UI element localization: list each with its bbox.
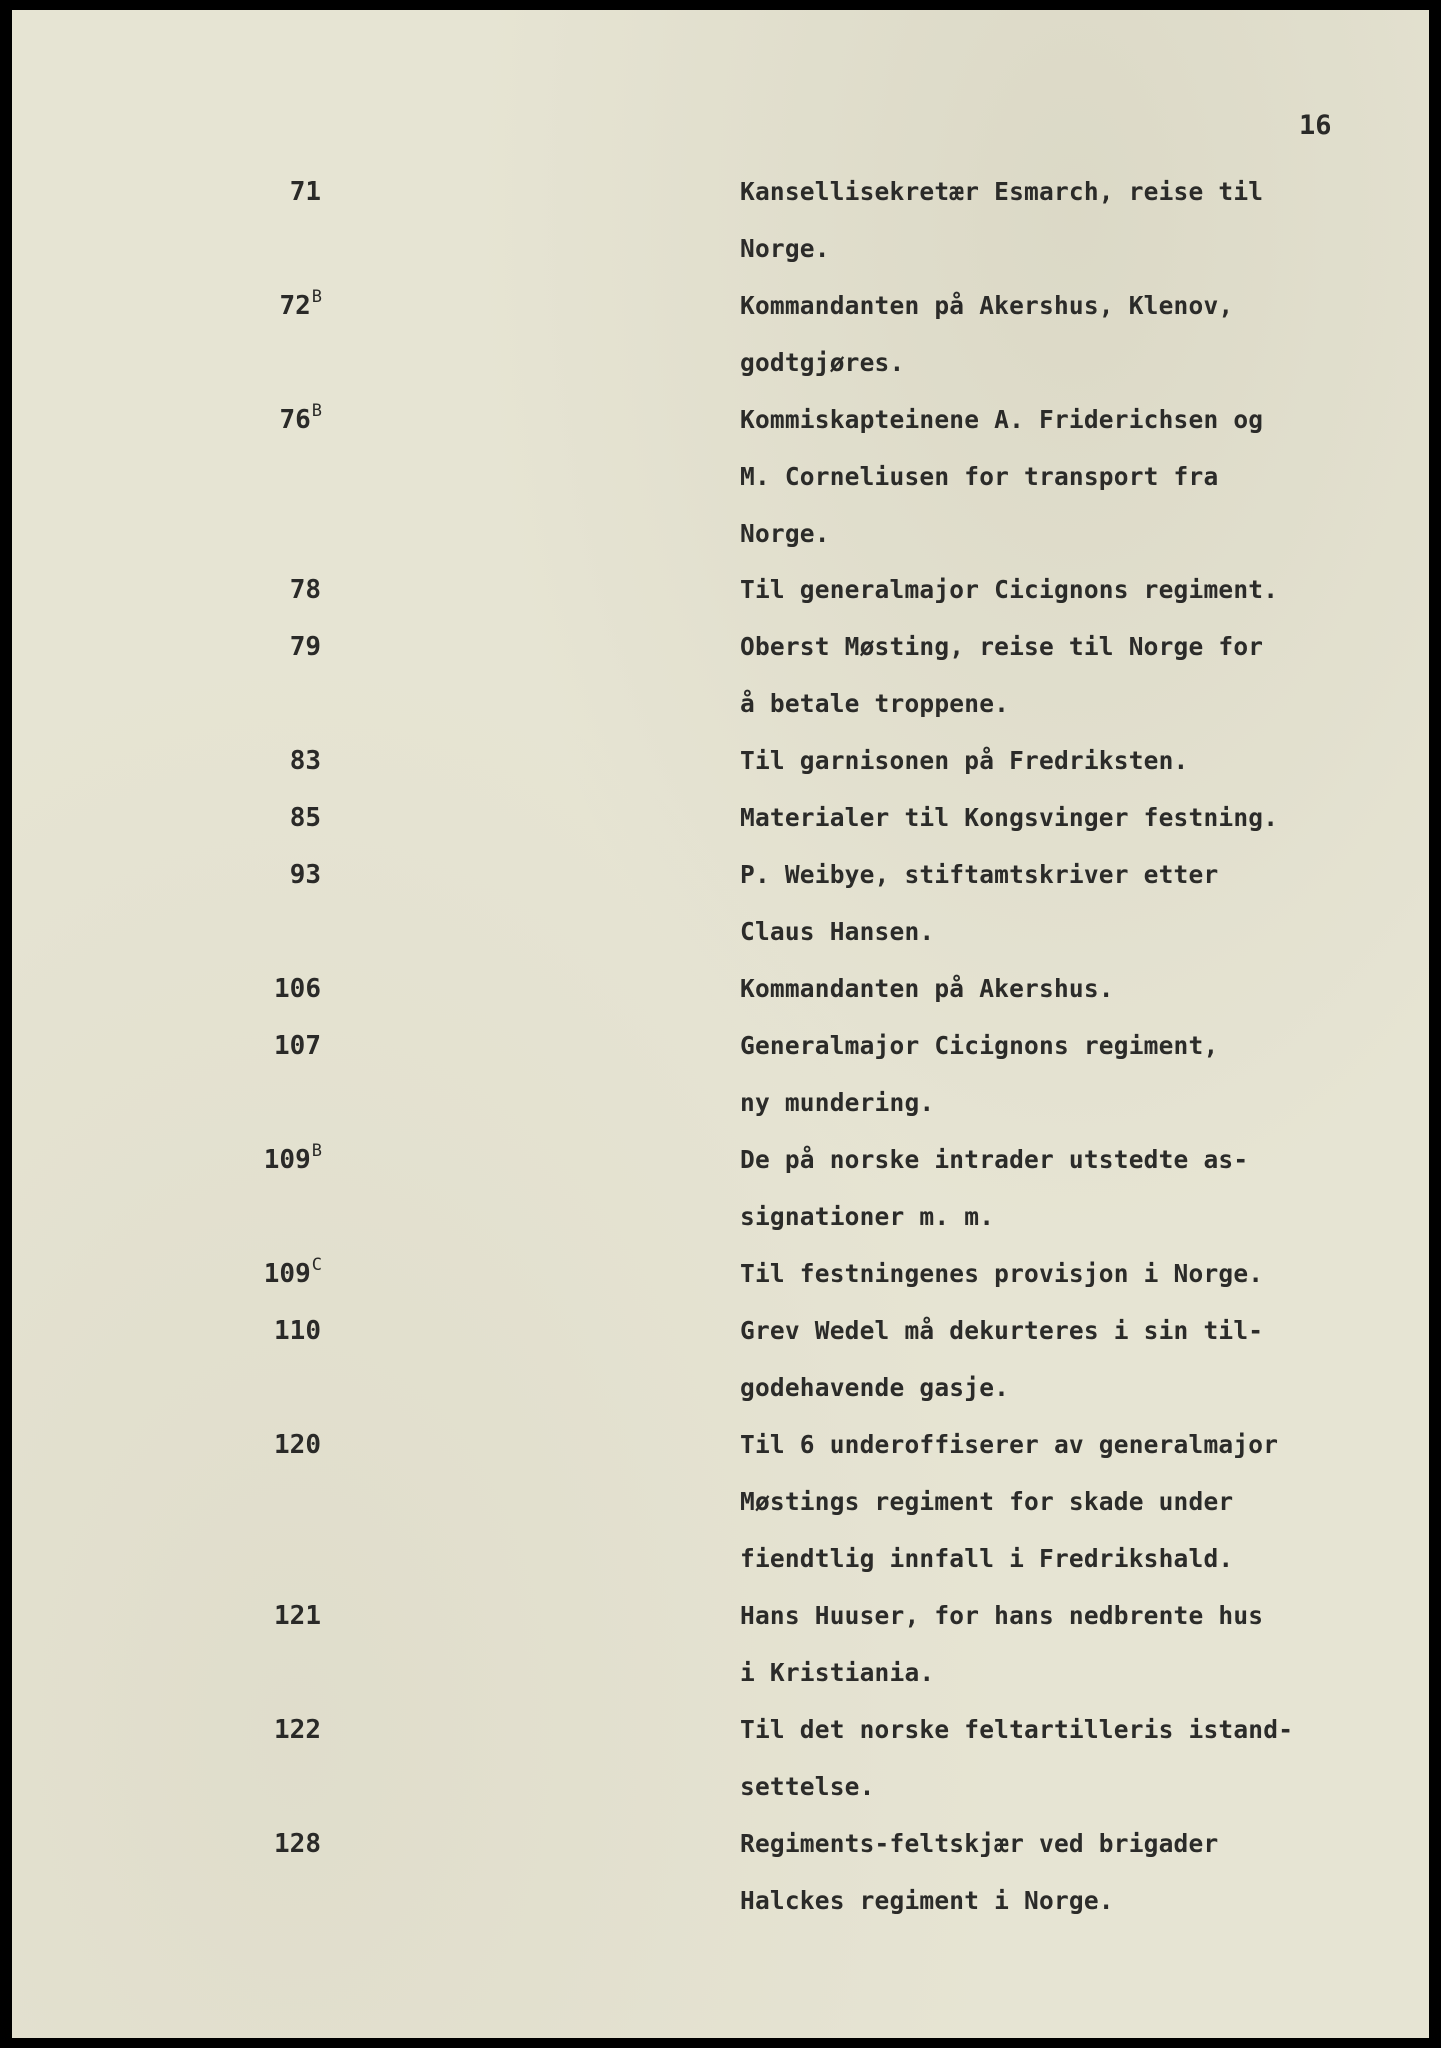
page-number: 16 [1299, 110, 1332, 141]
entry-number: 71 [289, 177, 321, 207]
entry-number: 83 [289, 746, 321, 776]
entry-text: Kommiskapteinene A. Friderichsen og M. Corneliusen for transport fra Norge. [740, 405, 1264, 548]
entry-number: 106 [274, 974, 321, 1004]
entry-text: Kommandanten på Akershus, Klenov, godtgjøres. [740, 291, 1234, 377]
entry-number: $76^B$ [279, 401, 322, 435]
entry-number: 107 [274, 1031, 321, 1061]
entry-number: 121 [274, 1601, 321, 1631]
entry-text: Regiments-feltskjær ved brigader Halckes regiment i Norge. [740, 1829, 1219, 1915]
entry-text: Generalmajor Cicignons regiment, ny mundering. [740, 1031, 1219, 1117]
entry-number: 78 [289, 575, 321, 605]
entry-number: $109^C$ [263, 1255, 322, 1289]
entry-number: 128 [274, 1829, 321, 1859]
entry-text: Grev Wedel må dekurteres i sin til- godehavende gasje. [740, 1316, 1264, 1402]
entry-number: 122 [274, 1715, 321, 1745]
entry-text: Oberst Møsting, reise til Norge for å betale troppene. [740, 632, 1264, 718]
entry-text: P. Weibye, stiftamtskriver etter Claus Hansen. [740, 860, 1219, 946]
entry-text: Til garnisonen på Fredriksten. [740, 746, 1189, 775]
entry-text: De på norske intrader utstedte as- signationer m. m. [740, 1145, 1249, 1231]
entry-number: 120 [274, 1430, 321, 1460]
entry-text: Til det norske feltartilleris istand- settelse. [740, 1715, 1294, 1801]
entry-number: 93 [289, 860, 321, 890]
entry-number: $109^B$ [263, 1141, 322, 1175]
entry-number: 79 [289, 632, 321, 662]
entry-text: Til generalmajor Cicignons regiment. [740, 575, 1279, 604]
entry-text: Til 6 underoffiserer av generalmajor Møstings regiment for skade under fiendtlig innfall i Fredrikshald. [740, 1430, 1279, 1573]
entry-number: 85 [289, 803, 321, 833]
entry-text: Til festningenes provisjon i Norge. [740, 1259, 1264, 1288]
document-page [12, 10, 1429, 2038]
entry-text: Hans Huuser, for hans nedbrente hus i Kristiania. [740, 1601, 1264, 1687]
entry-text: Materialer til Kongsvinger festning. [740, 803, 1279, 832]
entry-text: Kommandanten på Akershus. [740, 974, 1114, 1003]
entry-number: $72^B$ [279, 287, 322, 321]
entry-text: Kansellisekretær Esmarch, reise til Norge. [740, 177, 1264, 263]
entry-number: 110 [274, 1316, 321, 1346]
